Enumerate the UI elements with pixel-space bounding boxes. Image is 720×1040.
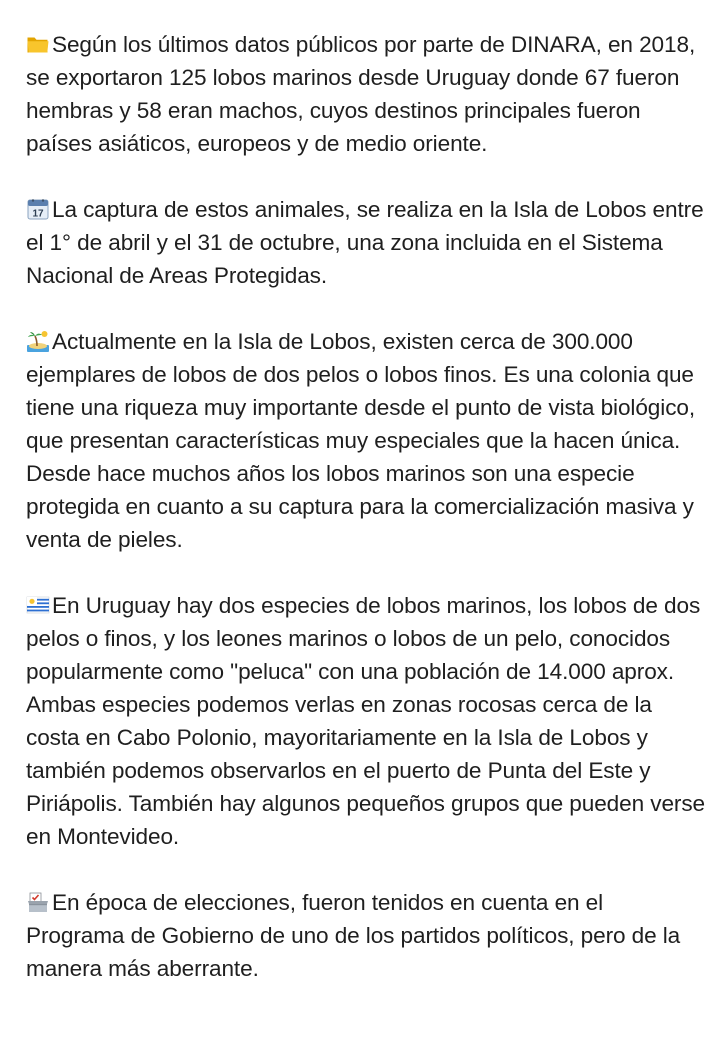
paragraph-text: La captura de estos animales, se realiza en la Isla de Lobos entre el 1° de abril y el 31 de octubre, una zona incluida en el Sistema Nacional de Areas Protegidas. — [26, 197, 704, 288]
paragraph-text: Según los últimos datos públicos por parte de DINARA, en 2018, se exportaron 125 lobos marinos desde Uruguay donde 67 fueron hembras y 58 eran machos, cuyos destinos principales fueron países asiáticos, europeos y de medio oriente. — [26, 32, 696, 156]
paragraph-capture — [26, 193, 706, 292]
uruguay-flag-icon — [26, 593, 50, 617]
calendar-icon-day: 17 — [32, 208, 44, 220]
folder-icon — [26, 32, 50, 56]
ballot-box-icon — [26, 890, 50, 914]
paragraph-text: En Uruguay hay dos especies de lobos marinos, los lobos de dos pelos o finos, y los leones marinos o lobos de un pelo, conocidos popularmente como "peluca" con una población de 14.000 aprox. Ambas especies podemos verlas en zonas rocosas cerca de la costa en Cabo Polonio, mayoritariamente en la Isla de Lobos y también podemos observarlos en el puerto de Punta del Este y Piriápolis. También hay algunos pequeños grupos que pueden verse en Montevideo. — [26, 593, 706, 849]
paragraph-exports — [26, 28, 706, 160]
paragraph-species — [26, 589, 706, 853]
post-body — [26, 28, 706, 985]
paragraph-population — [26, 325, 706, 556]
calendar-icon — [26, 197, 50, 221]
paragraph-text: En época de elecciones, fueron tenidos en cuenta en el Programa de Gobierno de uno de los partidos políticos, pero de la manera más aberrante. — [26, 890, 681, 981]
desert-island-icon — [26, 329, 50, 353]
paragraph-elections — [26, 886, 706, 985]
paragraph-text: Actualmente en la Isla de Lobos, existen cerca de 300.000 ejemplares de lobos de dos pelos o lobos finos. Es una colonia que tiene una riqueza muy importante desde el punto de vista biológico, que presentan características muy especiales que la hacen única. Desde hace muchos años los lobos marinos son una especie protegida en cuanto a su captura para la comercialización masiva y venta de pieles. — [26, 329, 696, 552]
